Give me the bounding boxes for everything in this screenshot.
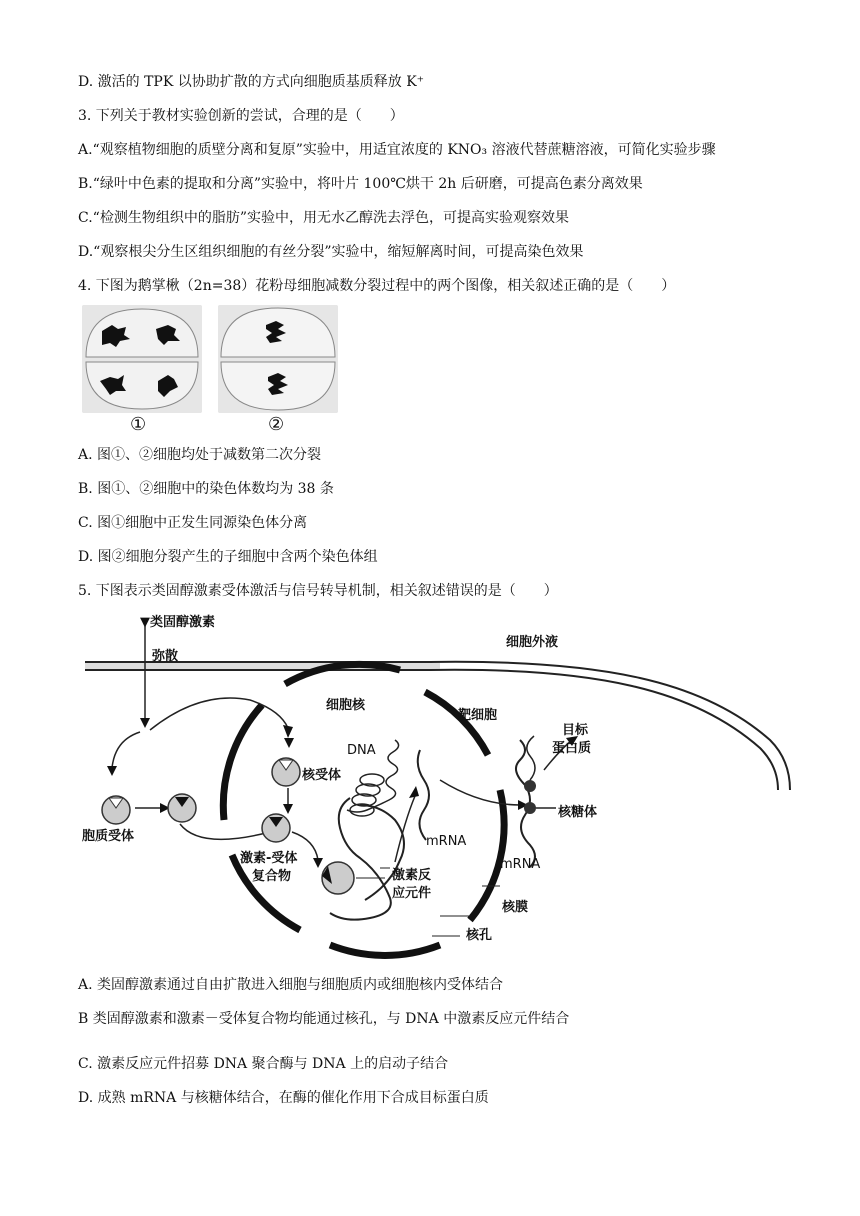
q5-option-d: D. 成熟 mRNA 与核糖体结合，在酶的催化作用下合成目标蛋白质 — [78, 1090, 489, 1106]
q5-stem: 5. 下图表示类固醇激素受体激活与信号转导机制，相关叙述错误的是（ ） — [78, 583, 558, 599]
label-cytoplasmic-receptor: 胞质受体 — [82, 829, 135, 844]
label-nuclear-receptor: 核受体 — [302, 768, 342, 783]
q4-option-b: B. 图①、②细胞中的染色体数均为 38 条 — [78, 481, 334, 497]
label-hre-2: 应元件 — [392, 886, 432, 901]
q5-option-c: C. 激素反应元件招募 DNA 聚合酶与 DNA 上的启动子结合 — [78, 1056, 449, 1072]
label-extracellular: 细胞外液 — [506, 635, 559, 650]
label-steroid: ▼类固醇激素 — [140, 615, 215, 630]
label-complex-1: 激素-受体 — [240, 851, 298, 866]
label-mrna-outer: mRNA — [500, 857, 541, 872]
q3-option-d: D.“观察根尖分生区组织细胞的有丝分裂”实验中，缩短解离时间，可提高染色效果 — [78, 244, 584, 260]
micrograph-2 — [218, 305, 338, 413]
cytoplasmic-receptor-shape — [102, 794, 196, 824]
label-diffusion: 弥散 — [152, 649, 179, 664]
label-ribosome: 核糖体 — [558, 805, 598, 820]
q3-option-b: B.“绿叶中色素的提取和分离”实验中，将叶片 100℃烘干 2h 后研磨，可提高色素分离效果 — [78, 176, 643, 192]
label-target-cell: 靶细胞 — [458, 708, 498, 723]
label-dna: DNA — [347, 743, 376, 758]
label-nuclear-pore: 核孔 — [466, 928, 493, 943]
figure-label-2: ② — [268, 414, 285, 435]
label-hre-1: 激素反 — [392, 868, 432, 883]
label-nuclear-membrane: 核膜 — [502, 900, 529, 915]
cell-membrane-outer — [85, 662, 790, 790]
label-mrna-inner: mRNA — [426, 834, 467, 849]
micrograph-1 — [82, 305, 202, 413]
q3-option-c: C.“检测生物组织中的脂肪”实验中，用无水乙醇洗去浮色，可提高实验观察效果 — [78, 210, 569, 226]
q5-option-b: B 类固醇激素和激素－受体复合物均能通过核孔，与 DNA 中激素反应元件结合 — [78, 1011, 570, 1027]
q4-option-a: A. 图①、②细胞均处于减数第二次分裂 — [78, 447, 322, 463]
label-target-protein-2: 蛋白质 — [552, 741, 592, 756]
steroid-signaling-diagram — [0, 600, 860, 970]
q4-option-c: C. 图①细胞中正发生同源染色体分离 — [78, 515, 308, 531]
q5-option-a: A. 类固醇激素通过自由扩散进入细胞与细胞质内或细胞核内受体结合 — [78, 977, 504, 993]
q2-option-d: D. 激活的 TPK 以协助扩散的方式向细胞质基质释放 K⁺ — [78, 74, 425, 90]
q3-option-a: A.“观察植物细胞的质壁分离和复原”实验中，用适宜浓度的 KNO₃ 溶液代替蔗糖溶液，可简化实验步骤 — [78, 142, 716, 158]
figure-label-1: ① — [130, 414, 147, 435]
label-complex-2: 复合物 — [252, 869, 292, 884]
label-nucleus: 细胞核 — [326, 698, 366, 713]
q4-stem: 4. 下图为鹅掌楸（2n=38）花粉母细胞减数分裂过程中的两个图像，相关叙述正确的是（ ） — [78, 278, 676, 294]
q3-stem: 3. 下列关于教材实验创新的尝试，合理的是（ ） — [78, 108, 404, 124]
label-target-protein-1: 目标 — [562, 723, 589, 738]
q4-option-d: D. 图②细胞分裂产生的子细胞中含两个染色体组 — [78, 549, 378, 565]
